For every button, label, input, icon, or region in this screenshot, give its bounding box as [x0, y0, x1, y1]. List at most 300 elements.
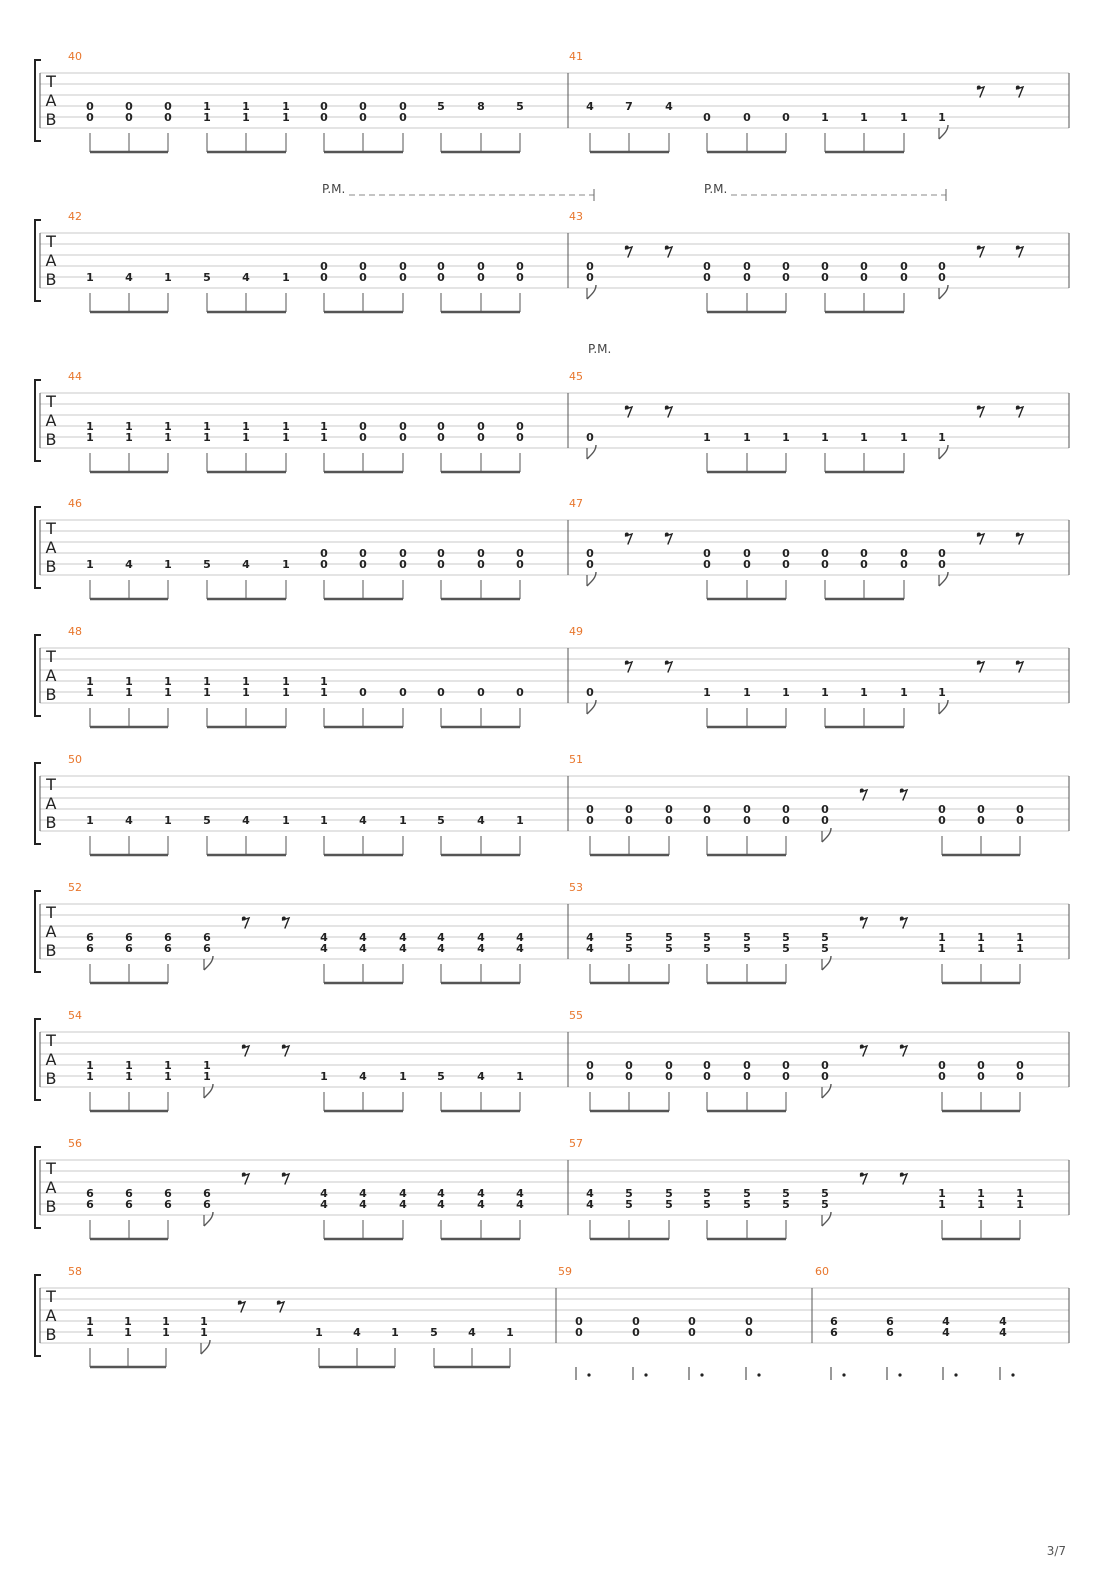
fret-number: 1 — [320, 814, 328, 827]
measure-44 — [68, 370, 524, 472]
eighth-flag-icon — [822, 956, 831, 970]
eighth-flag-icon — [822, 828, 831, 842]
fret-number: 4 — [586, 100, 594, 113]
eighth-flag-icon — [939, 700, 948, 714]
palm-mute-marker — [588, 342, 611, 356]
fret-number: 4 — [516, 942, 524, 955]
measure-55 — [569, 1009, 1024, 1111]
fret-number: 1 — [977, 942, 985, 955]
fret-number: 1 — [282, 431, 290, 444]
measure-59 — [558, 1265, 761, 1380]
fret-number: 1 — [399, 1070, 407, 1083]
measure-number: 48 — [68, 625, 82, 638]
measure-43 — [569, 210, 1023, 312]
fret-number: 1 — [282, 686, 290, 699]
fret-number: 6 — [86, 1187, 94, 1200]
fret-number: 1 — [977, 1187, 985, 1200]
fret-number: 0 — [359, 271, 367, 284]
fret-number: 0 — [477, 420, 485, 433]
tab-clef-letter: T — [46, 903, 56, 922]
fret-number: 1 — [203, 675, 211, 688]
measure-40 — [68, 50, 524, 152]
fret-number: 5 — [625, 931, 633, 944]
fret-number: 0 — [516, 431, 524, 444]
eighth-flag-icon — [939, 285, 948, 299]
measure-48 — [68, 625, 524, 727]
fret-number: 1 — [782, 431, 790, 444]
fret-number: 1 — [282, 558, 290, 571]
fret-number: 1 — [86, 1070, 94, 1083]
fret-number: 1 — [282, 814, 290, 827]
eighth-flag-icon — [587, 572, 596, 586]
fret-number: 1 — [703, 686, 711, 699]
fret-number: 4 — [437, 1187, 445, 1200]
fret-number: 0 — [821, 814, 829, 827]
fret-number: 1 — [86, 1315, 94, 1328]
fret-number: 6 — [886, 1315, 894, 1328]
measure-number: 52 — [68, 881, 82, 894]
fret-number: 5 — [821, 931, 829, 944]
fret-number: 4 — [437, 931, 445, 944]
measure-number: 40 — [68, 50, 82, 63]
fret-number: 6 — [203, 1187, 211, 1200]
fret-number: 0 — [782, 271, 790, 284]
tab-clef-letter: T — [46, 775, 56, 794]
dot-icon — [898, 1373, 901, 1376]
fret-number: 0 — [625, 1070, 633, 1083]
fret-number: 1 — [282, 100, 290, 113]
fret-number: 5 — [703, 931, 711, 944]
fret-number: 5 — [782, 1187, 790, 1200]
fret-number: 0 — [125, 111, 133, 124]
fret-number: 0 — [359, 686, 367, 699]
tab-clef-letter: A — [45, 922, 57, 941]
fret-number: 0 — [399, 111, 407, 124]
fret-number: 0 — [665, 1070, 673, 1083]
fret-number: 4 — [399, 1198, 407, 1211]
fret-number: 6 — [125, 1198, 133, 1211]
fret-number: 5 — [743, 1198, 751, 1211]
dot-icon — [757, 1373, 760, 1376]
fret-number: 5 — [625, 1198, 633, 1211]
fret-number: 1 — [900, 686, 908, 699]
fret-number: 1 — [86, 558, 94, 571]
fret-number: 0 — [625, 803, 633, 816]
eighth-flag-icon — [204, 1212, 213, 1226]
fret-number: 0 — [399, 100, 407, 113]
measure-number: 46 — [68, 497, 82, 510]
fret-number: 0 — [665, 803, 673, 816]
tab-clef-letter: B — [45, 685, 57, 704]
fret-number: 0 — [900, 260, 908, 273]
fret-number: 1 — [203, 686, 211, 699]
measure-number: 60 — [815, 1265, 829, 1278]
fret-number: 0 — [703, 558, 711, 571]
tab-system — [35, 342, 1069, 472]
tab-system — [35, 753, 1069, 855]
measure-49 — [569, 625, 1023, 727]
tab-clef-letter: A — [45, 411, 57, 430]
tab-clef-letter: A — [45, 91, 57, 110]
fret-number: 0 — [938, 260, 946, 273]
fret-number: 0 — [703, 814, 711, 827]
fret-number: 1 — [125, 420, 133, 433]
fret-number: 1 — [900, 111, 908, 124]
fret-number: 5 — [743, 931, 751, 944]
fret-number: 0 — [437, 547, 445, 560]
fret-number: 4 — [516, 1187, 524, 1200]
fret-number: 0 — [516, 686, 524, 699]
fret-number: 6 — [86, 942, 94, 955]
measure-52 — [68, 881, 524, 983]
fret-number: 1 — [938, 1198, 946, 1211]
measure-56 — [68, 1137, 524, 1239]
fret-number: 1 — [242, 675, 250, 688]
tab-clef-letter: B — [45, 813, 57, 832]
fret-number: 5 — [821, 942, 829, 955]
tab-clef-letter: T — [46, 1287, 56, 1306]
fret-number: 1 — [743, 686, 751, 699]
fret-number: 0 — [164, 111, 172, 124]
fret-number: 0 — [399, 558, 407, 571]
fret-number: 4 — [477, 1187, 485, 1200]
eighth-flag-icon — [939, 445, 948, 459]
fret-number: 0 — [586, 814, 594, 827]
tab-system — [35, 1009, 1069, 1111]
fret-number: 0 — [821, 271, 829, 284]
fret-number: 4 — [320, 931, 328, 944]
fret-number: 0 — [900, 271, 908, 284]
tab-system — [35, 50, 1069, 152]
fret-number: 1 — [860, 686, 868, 699]
fret-number: 5 — [203, 271, 211, 284]
fret-number: 1 — [86, 420, 94, 433]
fret-number: 1 — [938, 431, 946, 444]
fret-number: 1 — [200, 1326, 208, 1339]
fret-number: 1 — [164, 1070, 172, 1083]
fret-number: 6 — [125, 931, 133, 944]
fret-number: 1 — [1016, 1198, 1024, 1211]
measure-number: 56 — [68, 1137, 82, 1150]
fret-number: 1 — [203, 420, 211, 433]
fret-number: 0 — [743, 547, 751, 560]
fret-number: 0 — [586, 260, 594, 273]
fret-number: 6 — [886, 1326, 894, 1339]
fret-number: 4 — [586, 931, 594, 944]
measure-57 — [569, 1137, 1024, 1239]
tab-clef-letter: B — [45, 110, 57, 129]
measure-number: 44 — [68, 370, 82, 383]
eighth-flag-icon — [201, 1340, 210, 1354]
dot-icon — [1011, 1373, 1014, 1376]
fret-number: 0 — [586, 803, 594, 816]
eighth-flag-icon — [587, 285, 596, 299]
eighth-flag-icon — [587, 700, 596, 714]
fret-number: 4 — [242, 814, 250, 827]
fret-number: 1 — [242, 100, 250, 113]
fret-number: 5 — [625, 1187, 633, 1200]
fret-number: 0 — [782, 260, 790, 273]
measure-number: 58 — [68, 1265, 82, 1278]
fret-number: 1 — [162, 1315, 170, 1328]
fret-number: 0 — [320, 271, 328, 284]
tab-system — [35, 182, 1069, 312]
fret-number: 6 — [203, 931, 211, 944]
fret-number: 5 — [821, 1198, 829, 1211]
fret-number: 1 — [164, 420, 172, 433]
dot-icon — [587, 1373, 590, 1376]
tab-system — [35, 1137, 1069, 1239]
fret-number: 6 — [125, 1187, 133, 1200]
fret-number: 1 — [743, 431, 751, 444]
fret-number: 0 — [477, 686, 485, 699]
tab-clef-letter: A — [45, 794, 57, 813]
fret-number: 0 — [1016, 814, 1024, 827]
dot-icon — [644, 1373, 647, 1376]
measure-number: 41 — [569, 50, 583, 63]
fret-number: 1 — [703, 431, 711, 444]
tab-system — [35, 881, 1069, 983]
fret-number: 0 — [743, 803, 751, 816]
fret-number: 0 — [516, 420, 524, 433]
fret-number: 0 — [359, 420, 367, 433]
svg-text:P.M.: P.M. — [322, 182, 346, 196]
tab-clef-letter: A — [45, 1306, 57, 1325]
tab-clef-letter: B — [45, 430, 57, 449]
fret-number: 0 — [860, 558, 868, 571]
eighth-flag-icon — [204, 956, 213, 970]
fret-number: 0 — [320, 100, 328, 113]
fret-number: 0 — [703, 260, 711, 273]
fret-number: 1 — [782, 686, 790, 699]
fret-number: 0 — [359, 100, 367, 113]
measure-number: 51 — [569, 753, 583, 766]
fret-number: 6 — [203, 1198, 211, 1211]
fret-number: 1 — [86, 431, 94, 444]
tab-system — [35, 497, 1069, 599]
fret-number: 0 — [625, 814, 633, 827]
tab-clef-letter: A — [45, 1050, 57, 1069]
page-number: 3/7 — [1046, 1544, 1066, 1558]
fret-number: 0 — [782, 547, 790, 560]
fret-number: 1 — [242, 686, 250, 699]
fret-number: 0 — [477, 558, 485, 571]
fret-number: 0 — [586, 271, 594, 284]
eighth-flag-icon — [204, 1084, 213, 1098]
fret-number: 1 — [125, 1059, 133, 1072]
fret-number: 1 — [938, 1187, 946, 1200]
fret-number: 5 — [437, 814, 445, 827]
fret-number: 0 — [586, 1059, 594, 1072]
fret-number: 0 — [860, 271, 868, 284]
measure-number: 47 — [569, 497, 583, 510]
fret-number: 0 — [703, 803, 711, 816]
tab-clef-letter: T — [46, 647, 56, 666]
fret-number: 4 — [437, 942, 445, 955]
tab-system — [35, 625, 1069, 727]
measure-54 — [68, 1009, 524, 1111]
dot-icon — [954, 1373, 957, 1376]
fret-number: 5 — [703, 1198, 711, 1211]
fret-number: 1 — [125, 675, 133, 688]
fret-number: 0 — [1016, 803, 1024, 816]
fret-number: 0 — [743, 558, 751, 571]
fret-number: 0 — [821, 1059, 829, 1072]
fret-number: 4 — [359, 814, 367, 827]
fret-number: 5 — [437, 1070, 445, 1083]
fret-number: 1 — [399, 814, 407, 827]
fret-number: 4 — [942, 1326, 950, 1339]
fret-number: 1 — [282, 420, 290, 433]
tab-clef-letter: T — [46, 232, 56, 251]
fret-number: 4 — [477, 814, 485, 827]
fret-number: 1 — [203, 111, 211, 124]
fret-number: 6 — [164, 1198, 172, 1211]
fret-number: 4 — [586, 1198, 594, 1211]
fret-number: 1 — [282, 111, 290, 124]
fret-number: 6 — [830, 1326, 838, 1339]
fret-number: 0 — [586, 686, 594, 699]
fret-number: 0 — [477, 271, 485, 284]
fret-number: 0 — [743, 1070, 751, 1083]
fret-number: 5 — [743, 1187, 751, 1200]
fret-number: 1 — [86, 271, 94, 284]
fret-number: 1 — [86, 1059, 94, 1072]
tab-system — [35, 1265, 1069, 1380]
fret-number: 1 — [900, 431, 908, 444]
fret-number: 4 — [125, 558, 133, 571]
fret-number: 1 — [203, 100, 211, 113]
fret-number: 0 — [900, 558, 908, 571]
measure-number: 55 — [569, 1009, 583, 1022]
fret-number: 0 — [703, 271, 711, 284]
dot-icon — [842, 1373, 845, 1376]
fret-number: 4 — [353, 1326, 361, 1339]
fret-number: 4 — [665, 100, 673, 113]
fret-number: 1 — [203, 1070, 211, 1083]
tab-clef-letter: B — [45, 270, 57, 289]
fret-number: 0 — [821, 547, 829, 560]
fret-number: 0 — [586, 431, 594, 444]
fret-number: 5 — [665, 931, 673, 944]
fret-number: 0 — [938, 814, 946, 827]
fret-number: 6 — [164, 931, 172, 944]
fret-number: 1 — [124, 1326, 132, 1339]
palm-mute-marker — [704, 182, 946, 201]
fret-number: 0 — [477, 260, 485, 273]
measure-number: 53 — [569, 881, 583, 894]
fret-number: 1 — [320, 1070, 328, 1083]
measure-47 — [569, 497, 1023, 599]
fret-number: 4 — [242, 271, 250, 284]
fret-number: 4 — [320, 942, 328, 955]
fret-number: 0 — [860, 547, 868, 560]
fret-number: 0 — [320, 547, 328, 560]
fret-number: 1 — [1016, 931, 1024, 944]
fret-number: 5 — [430, 1326, 438, 1339]
tab-clef-letter: T — [46, 72, 56, 91]
fret-number: 1 — [821, 431, 829, 444]
fret-number: 4 — [477, 931, 485, 944]
fret-number: 0 — [745, 1326, 753, 1339]
fret-number: 6 — [164, 942, 172, 955]
tab-clef-letter: A — [45, 251, 57, 270]
fret-number: 0 — [399, 271, 407, 284]
fret-number: 0 — [938, 558, 946, 571]
fret-number: 0 — [703, 547, 711, 560]
fret-number: 4 — [516, 931, 524, 944]
fret-number: 0 — [665, 814, 673, 827]
fret-number: 0 — [688, 1315, 696, 1328]
fret-number: 4 — [437, 1198, 445, 1211]
measure-51 — [569, 753, 1024, 855]
fret-number: 1 — [506, 1326, 514, 1339]
fret-number: 0 — [743, 814, 751, 827]
fret-number: 1 — [320, 420, 328, 433]
fret-number: 0 — [359, 260, 367, 273]
measure-45 — [569, 370, 1023, 472]
fret-number: 0 — [437, 686, 445, 699]
fret-number: 4 — [999, 1315, 1007, 1328]
fret-number: 0 — [164, 100, 172, 113]
fret-number: 0 — [977, 814, 985, 827]
fret-number: 1 — [242, 111, 250, 124]
fret-number: 5 — [782, 931, 790, 944]
measure-number: 45 — [569, 370, 583, 383]
fret-number: 6 — [203, 942, 211, 955]
fret-number: 4 — [942, 1315, 950, 1328]
fret-number: 1 — [516, 1070, 524, 1083]
fret-number: 0 — [575, 1326, 583, 1339]
fret-number: 0 — [703, 111, 711, 124]
fret-number: 1 — [320, 675, 328, 688]
fret-number: 0 — [437, 271, 445, 284]
fret-number: 1 — [86, 814, 94, 827]
fret-number: 0 — [860, 260, 868, 273]
fret-number: 1 — [1016, 942, 1024, 955]
fret-number: 0 — [821, 558, 829, 571]
fret-number: 0 — [437, 260, 445, 273]
fret-number: 5 — [665, 1187, 673, 1200]
fret-number: 0 — [399, 547, 407, 560]
measure-53 — [569, 881, 1024, 983]
fret-number: 0 — [938, 1059, 946, 1072]
fret-number: 0 — [625, 1059, 633, 1072]
fret-number: 0 — [821, 803, 829, 816]
fret-number: 1 — [125, 431, 133, 444]
fret-number: 0 — [1016, 1059, 1024, 1072]
fret-number: 1 — [977, 931, 985, 944]
fret-number: 1 — [164, 431, 172, 444]
fret-number: 1 — [86, 675, 94, 688]
fret-number: 1 — [938, 686, 946, 699]
tab-clef-letter: A — [45, 1178, 57, 1197]
tab-clef-letter: T — [46, 1031, 56, 1050]
fret-number: 4 — [399, 931, 407, 944]
fret-number: 0 — [821, 1070, 829, 1083]
fret-number: 0 — [399, 420, 407, 433]
fret-number: 6 — [830, 1315, 838, 1328]
measure-number: 42 — [68, 210, 82, 223]
fret-number: 1 — [282, 271, 290, 284]
fret-number: 0 — [743, 1059, 751, 1072]
fret-number: 1 — [164, 814, 172, 827]
tab-clef-letter: T — [46, 519, 56, 538]
fret-number: 0 — [125, 100, 133, 113]
measure-number: 57 — [569, 1137, 583, 1150]
fret-number: 1 — [86, 686, 94, 699]
fret-number: 1 — [821, 686, 829, 699]
